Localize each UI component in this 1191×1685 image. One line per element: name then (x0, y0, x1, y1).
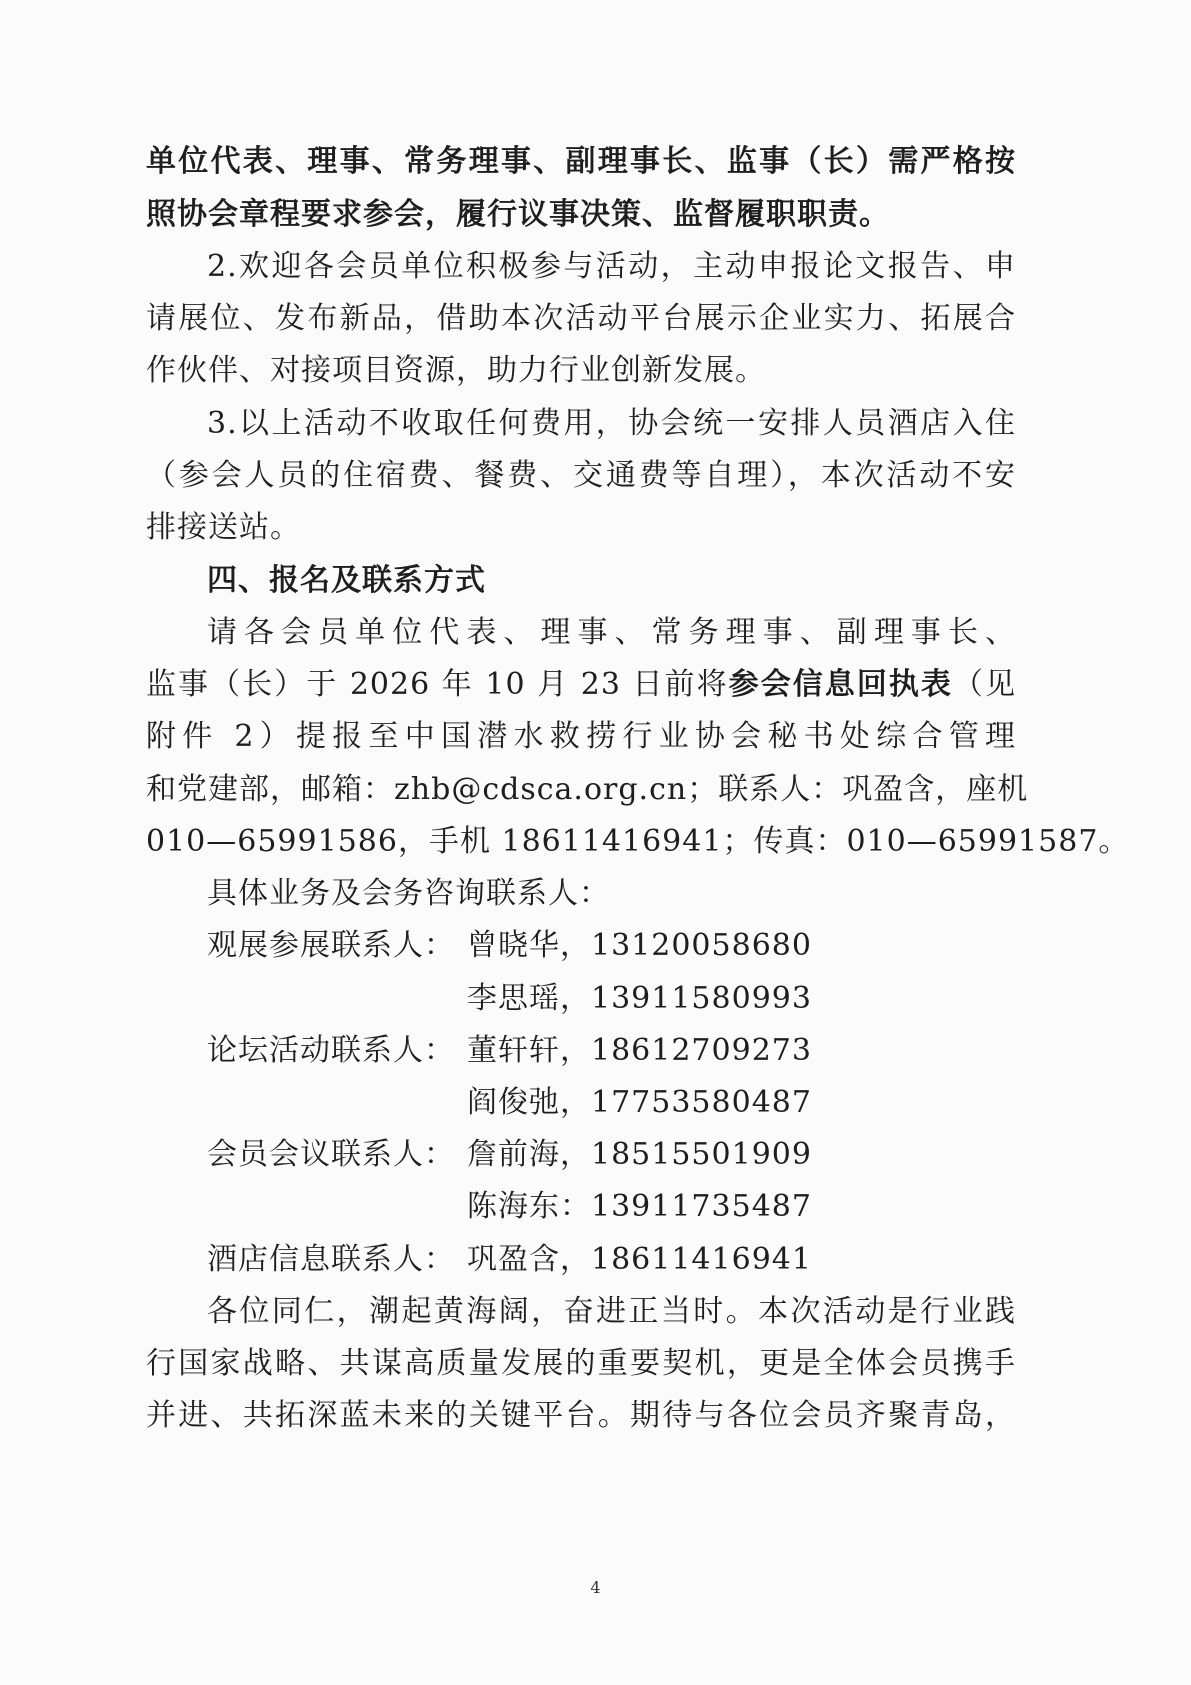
paragraph3-line3: 排接送站。 (146, 510, 301, 545)
deadline-text: 监事（长）于 2026 年 10 月 23 日前将 (146, 667, 729, 702)
exhibit-contact-2: 李思瑶，13911580993 (467, 981, 812, 1016)
paragraph2-line3: 作伙伴、对接项目资源，助力行业创新发展。 (146, 353, 766, 388)
section4-line3: 附件 2）提报至中国潜水救捞行业协会秘书处综合管理 (146, 719, 1016, 754)
forum-contact-1: 董轩轩，18612709273 (467, 1033, 812, 1068)
section4-line5: 010—65991586，手机 18611416941；传真：010—65991587。 (146, 824, 1130, 859)
page-number: 4 (590, 1578, 601, 1597)
paragraph1-line2: 照协会章程要求参会，履行议事决策、监督履职职责。 (146, 197, 890, 232)
closing-line3: 并进、共拓深蓝未来的关键平台。期待与各位会员齐聚青岛， (146, 1398, 1016, 1433)
forum-contact-label: 论坛活动联系人： (207, 1033, 455, 1068)
attachment-ref-open: （见 (952, 667, 1017, 702)
section4-line2 (146, 665, 1016, 705)
receipt-form-emphasis: 参会信息回执表 (728, 667, 953, 702)
section4-heading: 四、报名及联系方式 (207, 563, 486, 598)
paragraph1-line1: 单位代表、理事、常务理事、副理事长、监事（长）需严格按 (146, 144, 1016, 179)
meeting-contact-label: 会员会议联系人： (207, 1137, 455, 1172)
meeting-contact-2: 陈海东：13911735487 (467, 1189, 812, 1224)
paragraph3-line1: 3.以上活动不收取任何费用，协会统一安排人员酒店入住 (207, 406, 1016, 441)
closing-line1: 各位同仁，潮起黄海阔，奋进正当时。本次活动是行业践 (207, 1294, 1016, 1329)
hotel-contact-1: 巩盈含，18611416941 (467, 1242, 812, 1277)
closing-line2: 行国家战略、共谋高质量发展的重要契机，更是全体会员携手 (146, 1346, 1016, 1381)
section4-line4: 和党建部，邮箱：zhb@cdsca.org.cn；联系人：巩盈含，座机 (146, 772, 1029, 807)
paragraph3-line2: （参会人员的住宿费、餐费、交通费等自理），本次活动不安 (146, 458, 1016, 493)
meeting-contact-1: 詹前海，18515501909 (467, 1137, 812, 1172)
section4-line1: 请各会员单位代表、理事、常务理事、副理事长、 (207, 615, 1016, 650)
forum-contact-2: 阎俊弛，17753580487 (467, 1085, 812, 1120)
exhibit-contact-label: 观展参展联系人： (207, 928, 455, 963)
paragraph2-line2: 请展位、发布新品，借助本次活动平台展示企业实力、拓展合 (146, 301, 1016, 336)
contacts-intro: 具体业务及会务咨询联系人： (207, 876, 610, 911)
exhibit-contact-1: 曾晓华，13120058680 (467, 928, 812, 963)
paragraph2-line1: 2.欢迎各会员单位积极参与活动，主动申报论文报告、申 (207, 249, 1016, 284)
hotel-contact-label: 酒店信息联系人： (207, 1242, 455, 1277)
